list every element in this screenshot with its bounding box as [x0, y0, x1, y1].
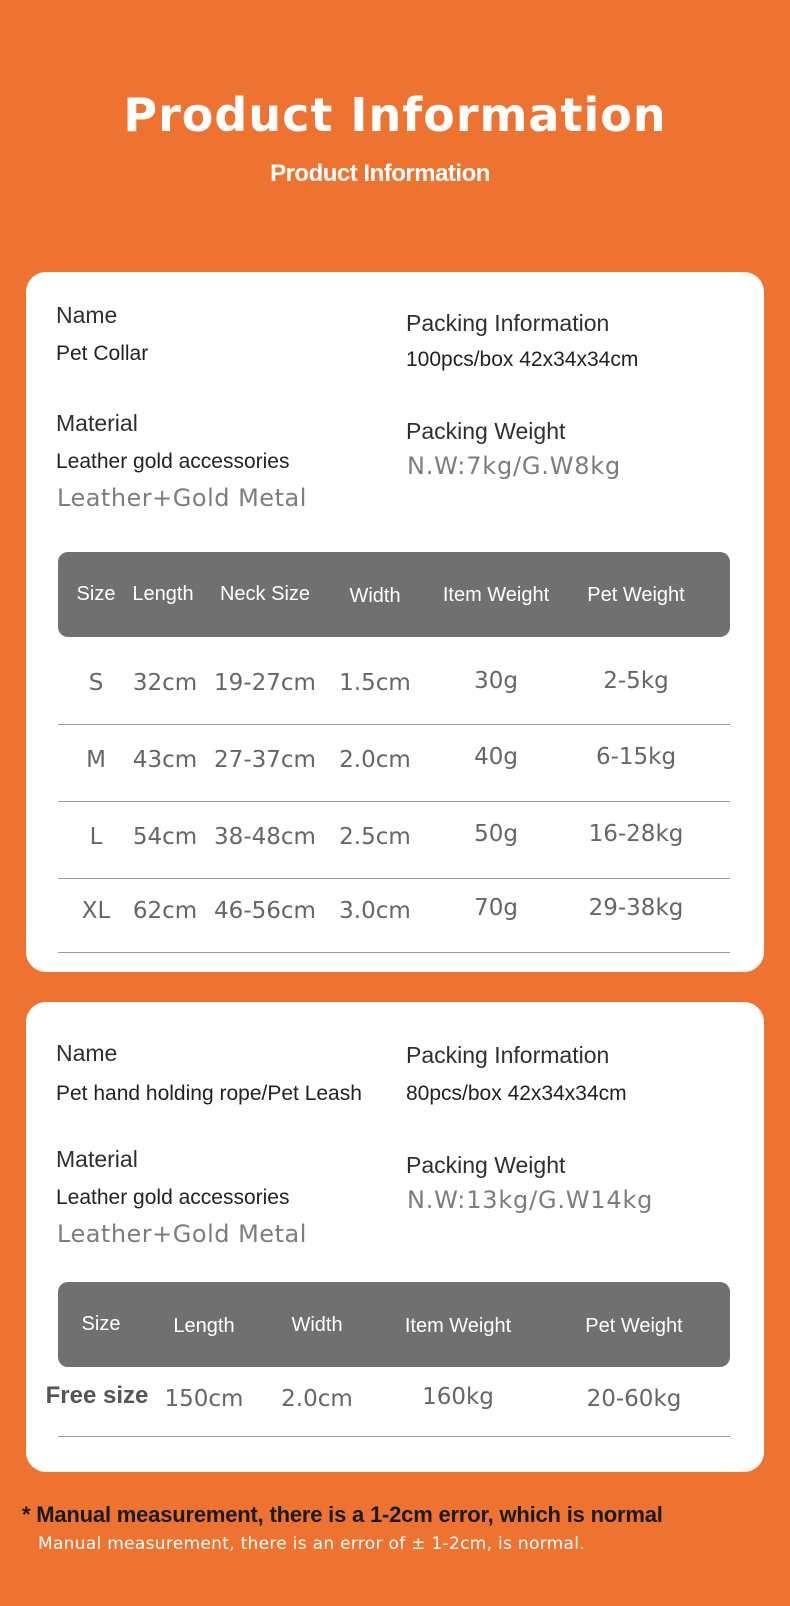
- collar-cell-size: XL: [81, 898, 111, 924]
- collar-cell-width: 3.0cm: [339, 898, 411, 924]
- collar-cell-item-weight: 30g: [474, 668, 518, 694]
- collar-name-label: Name: [56, 302, 118, 328]
- leash-material-label: Material: [56, 1146, 138, 1172]
- leash-name-label: Name: [56, 1040, 118, 1066]
- collar-cell-size: L: [89, 824, 103, 850]
- collar-th-length: Length: [132, 583, 194, 605]
- collar-cell-length: 43cm: [132, 747, 198, 773]
- collar-cell-length: 32cm: [132, 670, 198, 696]
- collar-th-width: Width: [349, 585, 401, 607]
- collar-cell-neck: 27-37cm: [214, 747, 316, 773]
- collar-cell-neck: 38-48cm: [214, 824, 316, 850]
- collar-cell-size: M: [86, 747, 106, 773]
- collar-cell-item-weight: 70g: [474, 895, 518, 921]
- page-title: Product Information: [123, 88, 667, 142]
- page-subtitle: Product Information: [270, 160, 490, 187]
- collar-cell-pet-weight: 2-5kg: [603, 668, 669, 694]
- collar-packing-weight-value: N.W:7kg/G.W8kg: [407, 452, 622, 480]
- collar-packing-info-value: 100pcs/box 42x34x34cm: [406, 348, 639, 371]
- leash-cell-item-weight: 160kg: [422, 1384, 494, 1410]
- collar-cell-length: 54cm: [132, 824, 198, 850]
- collar-material-label: Material: [56, 410, 138, 436]
- collar-material-value: Leather gold accessories: [56, 450, 290, 473]
- leash-th-pet-weight: Pet Weight: [585, 1315, 683, 1337]
- leash-cell-width: 2.0cm: [281, 1386, 353, 1412]
- collar-cell-neck: 46-56cm: [214, 898, 316, 924]
- leash-th-item-weight: Item Weight: [404, 1315, 512, 1337]
- leash-packing-weight-label: Packing Weight: [406, 1152, 566, 1178]
- collar-material-value-2: Leather+Gold Metal: [57, 484, 307, 512]
- collar-cell-pet-weight: 16-28kg: [588, 821, 684, 847]
- leash-th-width: Width: [291, 1314, 343, 1336]
- collar-info-card: [26, 272, 764, 972]
- leash-name-value: Pet hand holding rope/Pet Leash: [56, 1082, 362, 1105]
- collar-cell-width: 2.0cm: [339, 747, 411, 773]
- leash-table-header: [58, 1282, 730, 1367]
- collar-table-header: [58, 552, 730, 637]
- collar-packing-info-label: Packing Information: [406, 310, 610, 336]
- leash-cell-length: 150cm: [164, 1386, 244, 1412]
- collar-name-value: Pet Collar: [56, 342, 149, 365]
- table-row: [58, 876, 730, 953]
- collar-th-neck-size: Neck Size: [219, 583, 311, 605]
- table-row: [58, 648, 730, 725]
- leash-th-size: Size: [81, 1313, 121, 1335]
- collar-packing-weight-label: Packing Weight: [406, 418, 566, 444]
- leash-info-card: [26, 1002, 764, 1472]
- collar-th-pet-weight: Pet Weight: [587, 584, 685, 606]
- collar-cell-width: 1.5cm: [339, 670, 411, 696]
- collar-th-size: Size: [76, 583, 116, 605]
- collar-cell-width: 2.5cm: [339, 824, 411, 850]
- table-row: [45, 1369, 730, 1437]
- collar-cell-size: S: [88, 670, 104, 696]
- leash-th-length: Length: [173, 1315, 235, 1337]
- collar-cell-pet-weight: 6-15kg: [595, 744, 677, 770]
- leash-cell-size: Free size: [45, 1382, 149, 1409]
- collar-cell-item-weight: 40g: [474, 744, 518, 770]
- leash-material-value-2: Leather+Gold Metal: [57, 1220, 307, 1248]
- collar-cell-item-weight: 50g: [474, 821, 518, 847]
- collar-cell-pet-weight: 29-38kg: [588, 895, 684, 921]
- table-row: [58, 725, 730, 802]
- measurement-note: * Manual measurement, there is a 1-2cm error, which is normal: [22, 1502, 663, 1527]
- measurement-note-sub: Manual measurement, there is an error of ± 1-2cm, is normal.: [38, 1534, 585, 1554]
- leash-material-value: Leather gold accessories: [56, 1186, 290, 1209]
- table-row: [58, 802, 730, 879]
- collar-cell-length: 62cm: [132, 898, 198, 924]
- leash-packing-weight-value: N.W:13kg/G.W14kg: [407, 1186, 654, 1214]
- collar-cell-neck: 19-27cm: [214, 670, 316, 696]
- leash-cell-pet-weight: 20-60kg: [586, 1386, 682, 1412]
- collar-th-item-weight: Item Weight: [442, 584, 550, 606]
- leash-packing-info-value: 80pcs/box 42x34x34cm: [406, 1082, 627, 1105]
- leash-packing-info-label: Packing Information: [406, 1042, 610, 1068]
